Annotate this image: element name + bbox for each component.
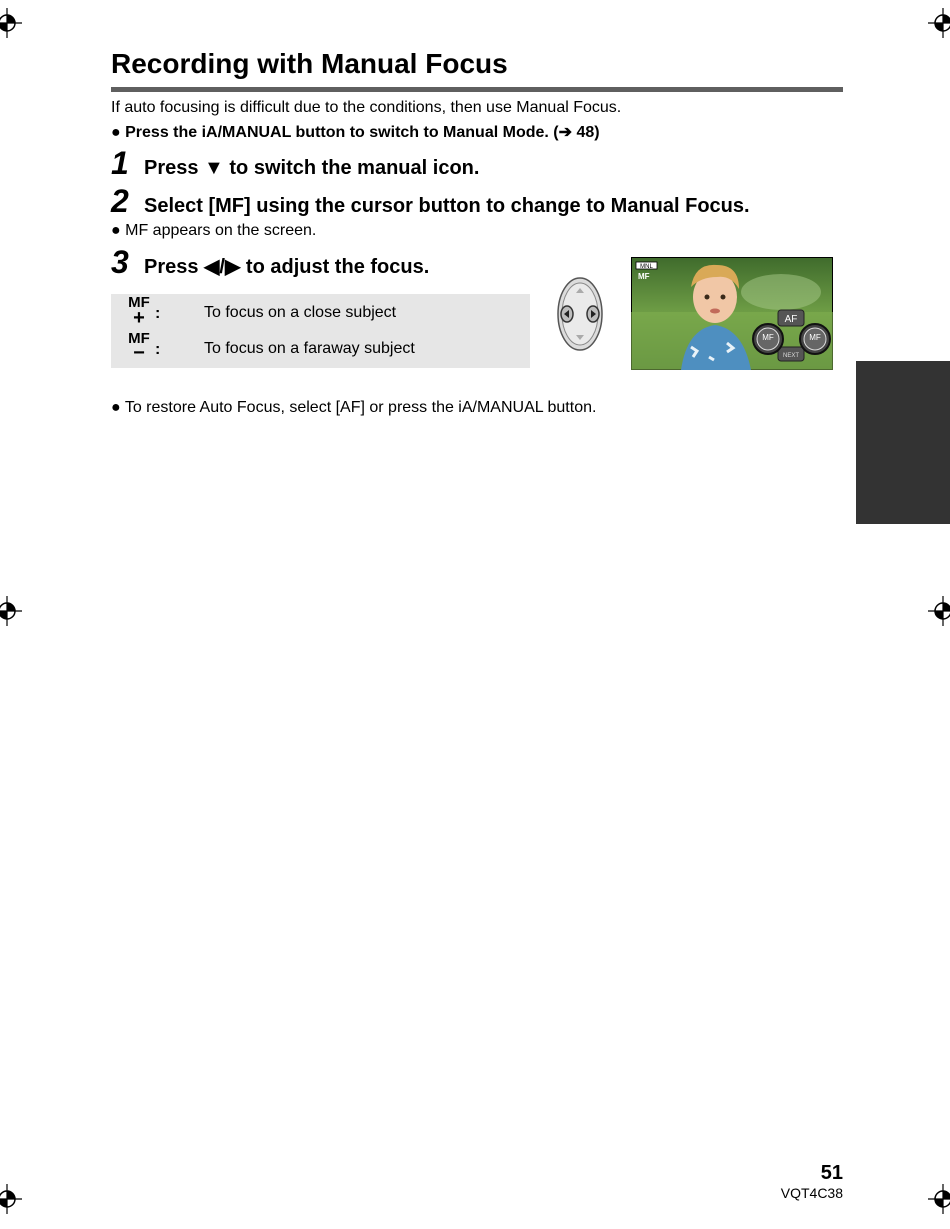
bullet-icon: ●: [111, 399, 121, 416]
svg-text:MNL: MNL: [640, 264, 653, 270]
title-rule: [111, 87, 843, 92]
document-code: VQT4C38: [780, 1185, 843, 1201]
bullet-text: To restore Auto Focus, select [AF] or press the iA/MANUAL button.: [124, 399, 597, 416]
registration-mark-icon: [0, 8, 22, 38]
step-1: [111, 145, 479, 182]
registration-mark-icon: [928, 8, 950, 38]
step-2: [111, 183, 750, 220]
svg-text:MF: MF: [638, 272, 650, 281]
focus-row-text: To focus on a close subject: [204, 304, 397, 321]
step-3: [111, 244, 429, 281]
svg-text:NEXT: NEXT: [782, 353, 800, 359]
registration-mark-icon: [928, 596, 950, 626]
focus-row-text: To focus on a faraway subject: [204, 340, 415, 357]
registration-mark-icon: [928, 1184, 950, 1214]
mf-plus-icon: MF +: [128, 294, 150, 329]
cursor-button-icon: [556, 276, 604, 352]
intro-text: If auto focusing is difficult due to the conditions, then use Manual Focus.: [111, 99, 622, 116]
section-tab: [856, 361, 950, 524]
focus-row-close: MF + : To focus on a close subject: [111, 296, 530, 332]
registration-mark-icon: [0, 1184, 22, 1214]
bullet-text: Press the iA/MANUAL button to switch to Manual Mode. (➔ 48): [125, 124, 600, 141]
step-number: 2: [111, 183, 129, 219]
svg-text:MF: MF: [809, 333, 821, 342]
page-number: 51: [820, 1162, 843, 1184]
step-number: 3: [111, 244, 129, 280]
bullet-icon: ●: [111, 124, 121, 141]
svg-text:MF: MF: [762, 333, 774, 342]
step-text: Press ◀/▶ to adjust the focus.: [144, 256, 430, 278]
camera-screen-image: [631, 257, 833, 370]
step-text: Select [MF] using the cursor button to change to Manual Focus.: [144, 195, 750, 217]
step-text: Press ▼ to switch the manual icon.: [144, 157, 480, 179]
registration-mark-icon: [0, 596, 22, 626]
bullet-icon: ●: [111, 222, 121, 239]
bullet-switch-mode: [111, 122, 600, 142]
bullet-mf-appears: [111, 222, 316, 240]
svg-text:AF: AF: [784, 314, 798, 325]
focus-row-far: MF − : To focus on a faraway subject: [111, 332, 530, 368]
bullet-restore: [111, 399, 596, 417]
mf-minus-icon: MF −: [128, 330, 150, 364]
focus-table: [111, 294, 530, 368]
page-title: Recording with Manual Focus: [111, 48, 508, 79]
step-number: 1: [111, 145, 129, 181]
bullet-text: MF appears on the screen.: [125, 222, 317, 239]
